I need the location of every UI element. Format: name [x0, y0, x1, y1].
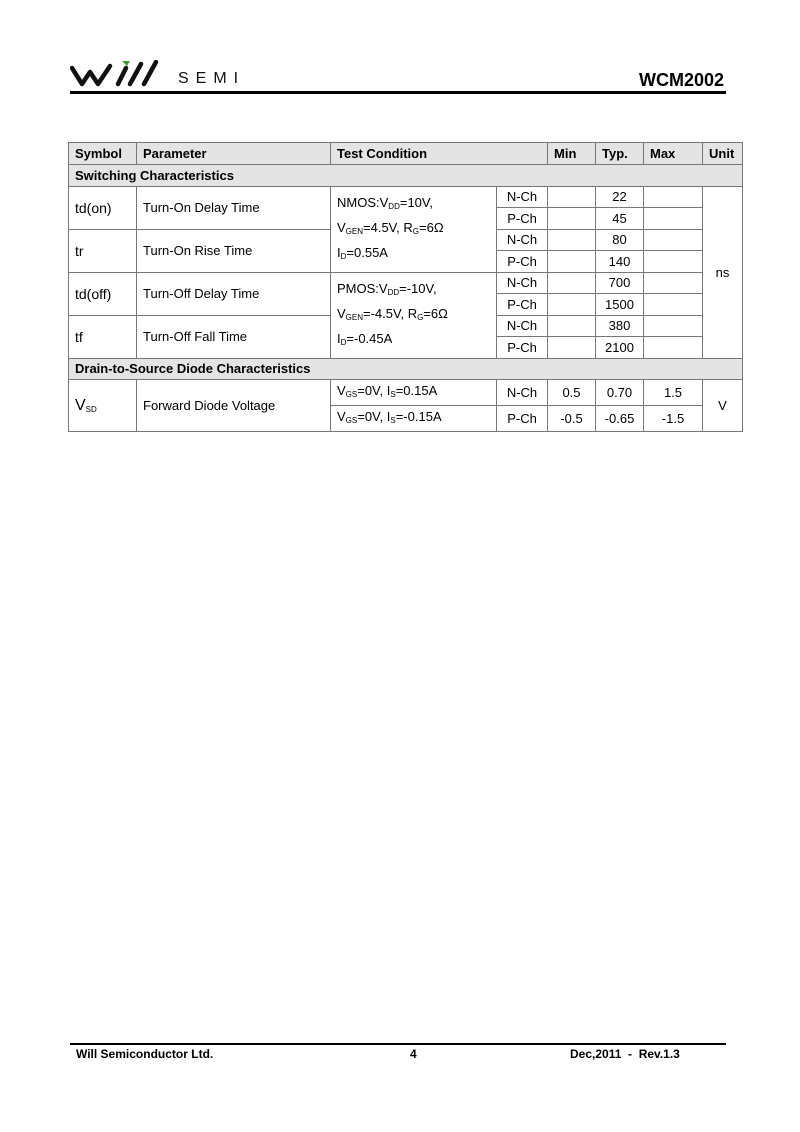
min-cell: [548, 315, 596, 337]
channel-cell: N-Ch: [497, 229, 548, 251]
table-header-row: [69, 143, 743, 165]
section-row: [69, 165, 743, 187]
min-cell: [548, 294, 596, 316]
min-cell: [548, 229, 596, 251]
typ-cell: 80: [596, 229, 644, 251]
max-cell: [644, 208, 703, 230]
max-cell: 1.5: [644, 380, 703, 406]
page-number: 4: [410, 1047, 417, 1061]
max-cell: [644, 294, 703, 316]
nmos-test-condition: $NMOS:V_{DD}=10V$, $V_{GEN}=4.5V$, $R_G=6\Omega$ $I_D=0.55A$: [331, 186, 497, 272]
test-condition-cell: $V_{GS}=0V$, $I_S=0.15A$: [331, 380, 497, 406]
typ-cell: 2100: [596, 337, 644, 359]
min-cell: [548, 337, 596, 359]
parameter-cell: Turn-On Rise Time: [137, 229, 331, 272]
min-cell: [548, 208, 596, 230]
min-cell: 0.5: [548, 380, 596, 406]
table-row: [69, 272, 743, 294]
channel-cell: N-Ch: [497, 380, 548, 406]
typ-cell: 22: [596, 186, 644, 208]
symbol-cell: tr: [69, 229, 137, 272]
col-typ: Typ.: [596, 143, 644, 165]
col-max: Max: [644, 143, 703, 165]
header-rule: [70, 91, 726, 94]
typ-cell: -0.65: [596, 406, 644, 432]
typ-cell: 700: [596, 272, 644, 294]
max-cell: -1.5: [644, 406, 703, 432]
symbol-cell: tf: [69, 315, 137, 358]
pmos-test-condition: $PMOS:V_{DD}=-10V$, $V_{GEN}=-4.5V$, $R_G=6\Omega$ $I_D=-0.45A$: [331, 272, 497, 358]
logo-text: SEMI: [178, 70, 246, 87]
table-row: [69, 186, 743, 208]
max-cell: [644, 337, 703, 359]
channel-cell: N-Ch: [497, 315, 548, 337]
col-parameter: Parameter: [137, 143, 331, 165]
channel-cell: P-Ch: [497, 251, 548, 273]
parameter-cell: Turn-Off Delay Time: [137, 272, 331, 315]
max-cell: [644, 229, 703, 251]
channel-cell: N-Ch: [497, 186, 548, 208]
typ-cell: 1500: [596, 294, 644, 316]
channel-cell: P-Ch: [497, 294, 548, 316]
symbol-cell: td(off): [69, 272, 137, 315]
min-cell: [548, 251, 596, 273]
symbol-cell: td(on): [69, 186, 137, 229]
part-number: WCM2002: [638, 70, 724, 90]
symbol-cell: $V_{SD}$: [69, 380, 137, 432]
col-min: Min: [548, 143, 596, 165]
footer-rule: [70, 1043, 726, 1045]
typ-cell: 0.70: [596, 380, 644, 406]
col-symbol: Symbol: [69, 143, 137, 165]
min-cell: [548, 272, 596, 294]
channel-cell: P-Ch: [497, 208, 548, 230]
col-unit: Unit: [703, 143, 743, 165]
channel-cell: P-Ch: [497, 337, 548, 359]
unit-cell: V: [703, 380, 743, 432]
max-cell: [644, 315, 703, 337]
parameter-cell: Forward Diode Voltage: [137, 380, 331, 432]
section-title-diode: Drain-to-Source Diode Characteristics: [69, 358, 743, 380]
typ-cell: 380: [596, 315, 644, 337]
max-cell: [644, 251, 703, 273]
test-condition-cell: $V_{GS}=0V$, $I_S=-0.15A$: [331, 406, 497, 432]
footer-company: Will Semiconductor Ltd.: [76, 1047, 214, 1061]
channel-cell: N-Ch: [497, 272, 548, 294]
max-cell: [644, 186, 703, 208]
typ-cell: 140: [596, 251, 644, 273]
parameter-cell: Turn-On Delay Time: [137, 186, 331, 229]
spec-table: [68, 142, 743, 432]
unit-cell: ns: [703, 186, 743, 358]
parameter-cell: Turn-Off Fall Time: [137, 315, 331, 358]
typ-cell: 45: [596, 208, 644, 230]
max-cell: [644, 272, 703, 294]
section-row: [69, 358, 743, 380]
min-cell: [548, 186, 596, 208]
min-cell: -0.5: [548, 406, 596, 432]
channel-cell: P-Ch: [497, 406, 548, 432]
section-title-switching: Switching Characteristics: [69, 165, 743, 187]
col-test-condition: Test Condition: [331, 143, 548, 165]
footer-date-rev: Dec,2011 - Rev.1.3: [570, 1047, 680, 1061]
table-row: [69, 380, 743, 406]
